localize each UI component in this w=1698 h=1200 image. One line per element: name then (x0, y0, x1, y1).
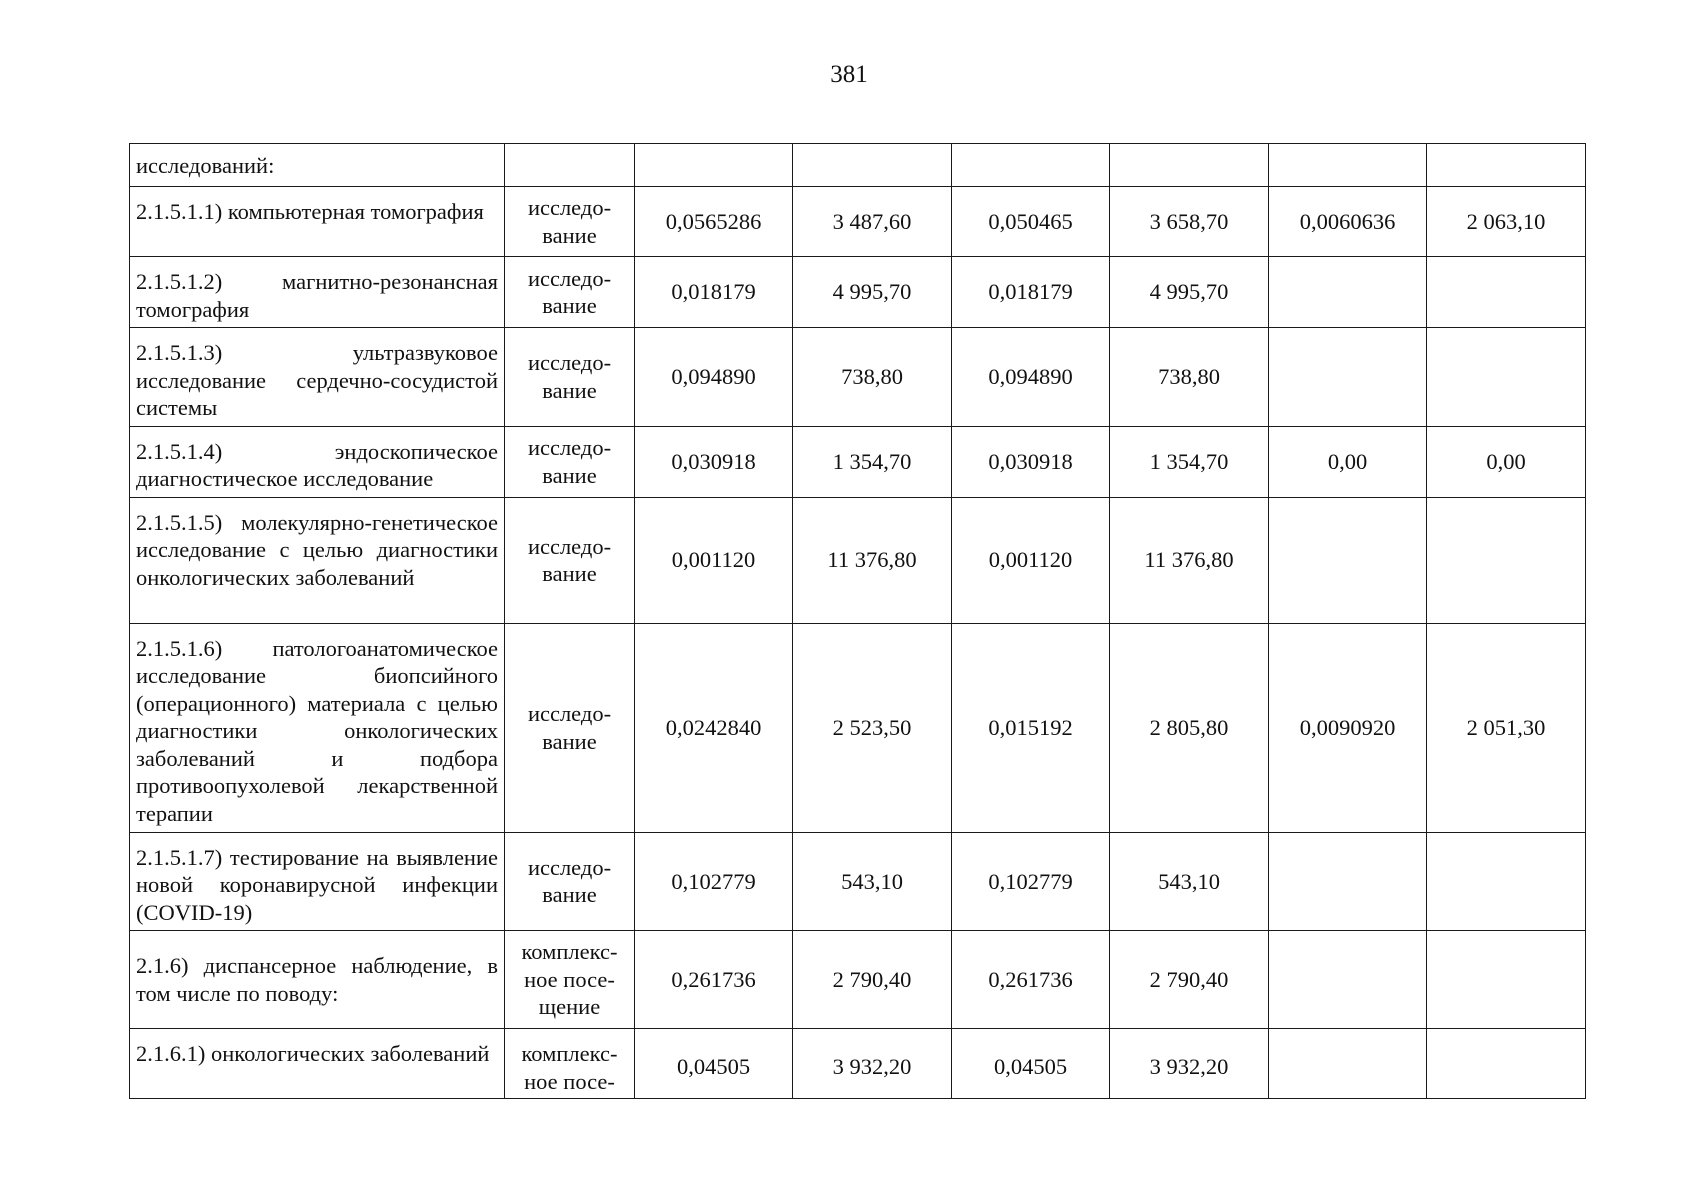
service-name-cell: 2.1.5.1.2) магнитно-резонансная томография (130, 257, 505, 328)
value-cell: 2 790,40 (793, 931, 952, 1029)
value-cell: 0,030918 (635, 426, 793, 497)
value-cell: 0,001120 (952, 497, 1110, 623)
value-cell (1427, 328, 1586, 427)
unit-cell (505, 144, 635, 187)
value-cell: 0,050465 (952, 187, 1110, 257)
value-cell (1427, 497, 1586, 623)
value-cell: 0,094890 (635, 328, 793, 427)
value-cell: 3 932,20 (1110, 1029, 1269, 1099)
service-name-cell: 2.1.5.1.6) патологоанатомическое исследование биопсийного (операционного) материала с целью диагностики онкологических заболеваний и подбора противоопухолевой лекарственной терапии (130, 623, 505, 832)
table-row (130, 328, 1586, 427)
unit-cell: исследо-вание (505, 832, 635, 931)
value-cell (1427, 1029, 1586, 1099)
value-cell (1427, 144, 1586, 187)
value-cell (1269, 931, 1427, 1029)
value-cell: 2 051,30 (1427, 623, 1586, 832)
unit-cell: исследо-вание (505, 328, 635, 427)
service-name-cell: 2.1.6.1) онкологических заболеваний (130, 1029, 505, 1099)
value-cell (1427, 257, 1586, 328)
service-name-cell: 2.1.5.1.3) ультразвуковое исследование сердечно-сосудистой системы (130, 328, 505, 427)
unit-cell: исследо-вание (505, 426, 635, 497)
value-cell: 0,018179 (952, 257, 1110, 328)
service-name-cell: 2.1.5.1.7) тестирование на выявление новой коронавирусной инфекции (COVID-19) (130, 832, 505, 931)
unit-cell: исследо-вание (505, 257, 635, 328)
service-name-cell: 2.1.5.1.1) компьютерная томография (130, 187, 505, 257)
value-cell: 2 790,40 (1110, 931, 1269, 1029)
value-cell (1427, 931, 1586, 1029)
page-number: 381 (830, 61, 868, 88)
value-cell: 3 658,70 (1110, 187, 1269, 257)
value-cell: 0,030918 (952, 426, 1110, 497)
table-row (130, 832, 1586, 931)
value-cell: 11 376,80 (793, 497, 952, 623)
value-cell: 0,0060636 (1269, 187, 1427, 257)
value-cell: 0,00 (1427, 426, 1586, 497)
value-cell: 2 805,80 (1110, 623, 1269, 832)
value-cell (1269, 1029, 1427, 1099)
table-row (130, 623, 1586, 832)
unit-cell: комплекс-ное посе- (505, 1029, 635, 1099)
value-cell: 2 063,10 (1427, 187, 1586, 257)
value-cell (1110, 144, 1269, 187)
value-cell: 0,04505 (952, 1029, 1110, 1099)
value-cell: 738,80 (793, 328, 952, 427)
unit-cell: исследо-вание (505, 623, 635, 832)
value-cell (1269, 144, 1427, 187)
unit-cell: исследо-вание (505, 497, 635, 623)
value-cell: 11 376,80 (1110, 497, 1269, 623)
tariff-table (129, 143, 1586, 1099)
value-cell: 0,102779 (952, 832, 1110, 931)
table-row (130, 257, 1586, 328)
value-cell: 3 487,60 (793, 187, 952, 257)
value-cell: 543,10 (1110, 832, 1269, 931)
value-cell: 0,0242840 (635, 623, 793, 832)
value-cell: 0,018179 (635, 257, 793, 328)
value-cell: 1 354,70 (1110, 426, 1269, 497)
value-cell: 0,001120 (635, 497, 793, 623)
value-cell (952, 144, 1110, 187)
value-cell (1269, 328, 1427, 427)
service-name-cell: 2.1.6) диспансерное наблюдение, в том числе по поводу: (130, 931, 505, 1029)
value-cell: 0,0565286 (635, 187, 793, 257)
value-cell: 4 995,70 (793, 257, 952, 328)
value-cell (1269, 832, 1427, 931)
value-cell (1269, 257, 1427, 328)
value-cell: 0,0090920 (1269, 623, 1427, 832)
service-name-cell: 2.1.5.1.4) эндоскопическое диагностическое исследование (130, 426, 505, 497)
value-cell: 4 995,70 (1110, 257, 1269, 328)
value-cell: 1 354,70 (793, 426, 952, 497)
value-cell: 0,102779 (635, 832, 793, 931)
value-cell: 0,261736 (952, 931, 1110, 1029)
value-cell: 0,00 (1269, 426, 1427, 497)
unit-cell: исследо-вание (505, 187, 635, 257)
table-row (130, 1029, 1586, 1099)
value-cell: 3 932,20 (793, 1029, 952, 1099)
table-row (130, 426, 1586, 497)
value-cell: 0,04505 (635, 1029, 793, 1099)
value-cell (793, 144, 952, 187)
value-cell (1427, 832, 1586, 931)
value-cell: 0,094890 (952, 328, 1110, 427)
value-cell: 543,10 (793, 832, 952, 931)
service-name-cell: исследований: (130, 144, 505, 187)
table-row (130, 187, 1586, 257)
table-row (130, 497, 1586, 623)
table-row (130, 144, 1586, 187)
value-cell (1269, 497, 1427, 623)
value-cell: 0,261736 (635, 931, 793, 1029)
value-cell: 0,015192 (952, 623, 1110, 832)
table-row (130, 931, 1586, 1029)
value-cell: 738,80 (1110, 328, 1269, 427)
value-cell: 2 523,50 (793, 623, 952, 832)
value-cell (635, 144, 793, 187)
unit-cell: комплекс-ное посе-щение (505, 931, 635, 1029)
service-name-cell: 2.1.5.1.5) молекулярно-генетическое исследование с целью диагностики онкологических заболеваний (130, 497, 505, 623)
